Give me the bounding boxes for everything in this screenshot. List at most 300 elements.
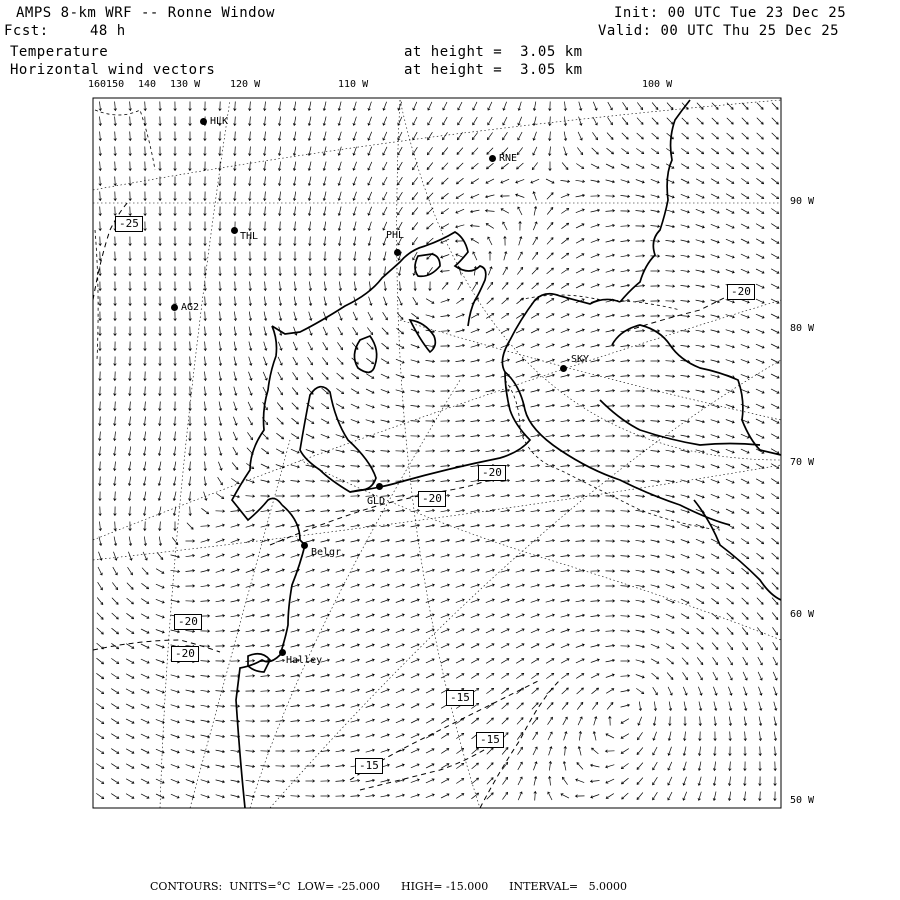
wind-vector: [96, 718, 103, 723]
graticule: [93, 100, 781, 808]
wind-vector: [322, 357, 327, 364]
wind-vector: [713, 672, 717, 680]
wind-vector: [518, 747, 523, 754]
wind-vector: [398, 192, 403, 200]
wind-vector: [696, 584, 704, 588]
wind-vector: [636, 256, 645, 257]
wind-vector: [682, 133, 689, 139]
wind-vector: [727, 103, 733, 110]
lon-label-160-150: 160150: [88, 79, 125, 90]
wind-vector: [306, 419, 314, 424]
wind-vector: [621, 719, 629, 724]
wind-vector: [547, 193, 553, 200]
wind-vector: [757, 553, 764, 559]
wind-vector: [130, 387, 131, 396]
wind-vector: [141, 779, 149, 783]
wind-vector: [141, 599, 149, 604]
wind-vector: [96, 703, 103, 708]
wind-vector: [115, 522, 116, 531]
contour-label-minus15-b: -15: [476, 732, 504, 748]
wind-vector: [231, 478, 238, 483]
wind-vector: [561, 284, 569, 289]
lon-label-140: 140: [138, 79, 157, 90]
wind-vector: [111, 658, 118, 663]
wind-vector: [100, 417, 101, 426]
wind-vector: [247, 432, 252, 439]
wind-vector: [591, 674, 599, 678]
wind-vector: [727, 628, 733, 635]
wind-vector: [190, 507, 191, 516]
wind-vector: [576, 254, 584, 258]
wind-vector: [413, 147, 418, 155]
wind-vector: [235, 102, 236, 111]
wind-vector: [772, 553, 779, 559]
wind-vector: [760, 747, 761, 756]
wind-vector: [726, 583, 733, 588]
wind-vector: [112, 628, 119, 634]
wind-vector: [651, 241, 660, 242]
wind-vector: [321, 481, 330, 482]
station-gld: GLD: [367, 496, 386, 507]
wind-vector: [458, 117, 463, 125]
wind-vector: [427, 147, 432, 154]
wind-vector: [757, 163, 764, 169]
wind-vector: [666, 629, 674, 633]
wind-vector: [471, 793, 478, 799]
wind-vector: [473, 282, 478, 290]
wind-vector: [100, 207, 101, 216]
wind-vector: [696, 569, 704, 573]
contour-label-minus20-d: -20: [171, 646, 199, 662]
wind-vector: [697, 103, 703, 110]
wind-vector: [428, 117, 432, 125]
station-belgr: Belgr: [311, 547, 342, 558]
wind-vector: [741, 494, 749, 498]
wind-vector: [637, 732, 642, 739]
wind-vector: [742, 583, 749, 589]
wind-vector: [413, 297, 418, 305]
wind-vector: [742, 598, 749, 604]
wind-vector: [126, 613, 133, 618]
station-marker-ag2: [171, 304, 178, 311]
wind-vector: [652, 133, 659, 139]
wind-vector: [126, 734, 134, 738]
wind-vector: [667, 133, 674, 139]
wind-vector: [606, 421, 615, 422]
wind-vector: [756, 464, 764, 468]
wind-vector: [457, 178, 464, 184]
wind-vector: [667, 103, 673, 110]
wind-vector: [190, 342, 191, 351]
wind-vector: [501, 314, 508, 319]
wind-vector: [472, 763, 479, 769]
wind-vector: [563, 717, 567, 725]
wind-vector: [235, 192, 236, 201]
wind-vector: [233, 447, 237, 455]
wind-vector: [517, 147, 522, 154]
wind-vector: [441, 224, 449, 229]
wind-vector: [621, 511, 630, 512]
wind-vector: [261, 691, 270, 692]
wind-vector: [546, 659, 554, 664]
wind-vector: [696, 164, 704, 169]
wind-vector: [576, 239, 584, 243]
wind-vector: [653, 747, 657, 755]
wind-vector: [771, 254, 779, 258]
wind-vector: [741, 553, 748, 558]
wind-vector: [441, 451, 450, 452]
wind-vector: [127, 598, 134, 604]
wind-vector: [771, 404, 779, 408]
wind-vector: [501, 644, 509, 648]
wind-vector: [771, 193, 778, 198]
wind-vector: [681, 148, 688, 153]
wind-vector: [398, 177, 403, 185]
wind-vector: [621, 226, 630, 227]
wind-vector: [623, 102, 628, 109]
wind-vector: [712, 103, 718, 110]
forecast-label: Fcst:: [4, 23, 49, 39]
wind-vector: [443, 132, 448, 139]
wind-vector: [637, 763, 643, 770]
wind-vector: [487, 163, 494, 169]
wind-vector: [471, 659, 479, 663]
station-marker-halley: [279, 649, 286, 656]
wind-vector: [310, 237, 311, 246]
station-ag2: AG2: [181, 302, 200, 313]
wind-vector: [742, 628, 748, 635]
wind-vector: [756, 538, 763, 543]
wind-vector: [562, 777, 567, 784]
lat-label-50: 50 W: [790, 795, 815, 806]
wind-vector: [726, 568, 733, 573]
wind-vector: [472, 148, 478, 155]
wind-vector: [756, 509, 764, 514]
wind-vector: [368, 312, 372, 320]
wind-vector: [547, 208, 553, 215]
wind-vector: [591, 451, 600, 452]
wind-vector: [772, 163, 779, 169]
wind-vector: [412, 208, 418, 215]
wind-vector: [547, 238, 553, 245]
wind-vector: [712, 118, 718, 124]
wind-vector: [322, 373, 328, 380]
wind-vector: [621, 763, 628, 768]
wind-vector: [277, 418, 283, 424]
wind-vector: [576, 674, 584, 679]
wind-vector: [592, 702, 597, 709]
wind-vector: [666, 644, 674, 649]
wind-vector: [308, 357, 313, 365]
wind-vector: [760, 792, 761, 801]
wind-vector: [235, 282, 236, 291]
wind-vector: [130, 507, 131, 516]
wind-vector: [486, 688, 493, 693]
wind-vector: [126, 704, 134, 708]
wind-vector: [652, 103, 658, 110]
wind-vector: [472, 132, 477, 139]
wind-vector: [666, 286, 675, 287]
wind-vector: [160, 402, 161, 411]
wind-vector: [501, 688, 508, 694]
wind-vector: [502, 718, 508, 724]
wind-vector: [727, 148, 734, 154]
wind-vector: [756, 494, 764, 499]
wind-vector: [293, 357, 297, 365]
wind-vector: [111, 674, 119, 679]
wind-vector: [622, 793, 629, 799]
wind-vector: [550, 117, 551, 126]
wind-vector: [426, 704, 434, 708]
wind-vector: [100, 462, 101, 471]
wind-vector: [772, 568, 779, 574]
wind-vector: [487, 282, 492, 289]
wind-vector: [112, 613, 119, 619]
wind-vector: [666, 271, 675, 272]
wind-vector: [696, 179, 704, 183]
wind-vector: [235, 132, 236, 141]
wind-vector: [741, 194, 749, 199]
wind-vector: [636, 346, 645, 347]
wind-vector: [682, 118, 688, 124]
wind-vector: [471, 718, 478, 724]
wind-vector: [398, 222, 402, 230]
wind-vector: [336, 388, 343, 393]
map-title: AMPS 8-km WRF -- Ronne Window: [16, 5, 275, 21]
wind-vector: [741, 539, 749, 544]
wind-vector: [441, 331, 450, 332]
wind-vector: [96, 764, 103, 769]
wind-vector: [141, 583, 148, 588]
wind-vector: [681, 164, 689, 169]
wind-vector: [111, 689, 119, 694]
wind-vector: [351, 373, 358, 378]
wind-vector: [501, 209, 509, 213]
wind-vector: [413, 132, 417, 140]
wind-vector: [606, 631, 615, 632]
wind-vector: [175, 417, 176, 426]
wind-vector: [561, 223, 568, 228]
wind-vector: [382, 328, 388, 335]
wind-vector: [546, 314, 554, 318]
wind-vector: [517, 163, 524, 169]
wind-vector: [533, 732, 538, 740]
wind-vector: [697, 628, 704, 634]
wind-vector: [307, 373, 313, 380]
wind-vector: [711, 194, 719, 198]
wind-vector: [427, 193, 433, 199]
wind-vector: [456, 674, 464, 679]
wind-vector: [503, 267, 507, 275]
wind-vector: [441, 779, 449, 783]
wind-vector: [471, 674, 479, 679]
lon-label-110w: 110 W: [338, 79, 369, 90]
wind-vector: [100, 192, 101, 201]
wind-vector: [547, 223, 553, 230]
contour-label-minus20-b: -20: [418, 491, 446, 507]
wind-vector: [487, 763, 493, 769]
wind-vector: [756, 479, 764, 483]
wind-vector: [277, 403, 283, 410]
wind-vector: [441, 719, 449, 724]
wind-vector: [711, 569, 719, 574]
wind-vector: [621, 749, 629, 754]
wind-vector: [441, 734, 449, 739]
wind-vector: [366, 374, 374, 379]
wind-vector: [205, 297, 206, 306]
wind-vector: [96, 688, 103, 693]
wind-vector: [741, 178, 748, 183]
wind-vector: [771, 479, 779, 484]
station-halley: Halley: [286, 655, 323, 666]
wind-vector: [727, 118, 733, 124]
wind-vector: [577, 688, 584, 694]
wind-vector: [592, 688, 599, 694]
wind-vector: [757, 568, 764, 574]
wind-vector: [593, 117, 597, 125]
map-frame: [93, 98, 781, 808]
wind-vector: [682, 643, 689, 649]
wind-vector: [502, 703, 509, 709]
wind-vector: [443, 117, 447, 125]
wind-vector: [696, 613, 703, 618]
wind-vector: [683, 672, 688, 679]
wind-vector: [576, 496, 585, 497]
wind-vectors: [96, 102, 779, 801]
wind-vector: [607, 148, 614, 154]
wind-vector: [741, 163, 748, 168]
wind-vector: [771, 494, 778, 499]
wind-vector: [126, 689, 134, 693]
wind-vector: [96, 779, 103, 784]
wind-vector: [115, 147, 116, 156]
wind-vector: [561, 299, 569, 303]
wind-vector: [412, 177, 417, 184]
wind-vector: [726, 179, 734, 184]
wind-vector: [745, 777, 746, 786]
wind-vector: [488, 117, 492, 125]
wind-vector: [727, 642, 732, 649]
wind-vector: [262, 433, 268, 439]
wind-vector: [547, 268, 554, 274]
wind-vector: [128, 567, 133, 575]
wind-vector: [141, 614, 149, 618]
wind-vector: [115, 177, 116, 186]
wind-vector: [606, 794, 614, 799]
wind-vector: [126, 764, 134, 768]
wind-vector: [126, 674, 134, 678]
wind-vector: [486, 659, 494, 664]
wind-vector: [130, 117, 131, 126]
wind-vector: [503, 222, 507, 230]
wind-vector: [771, 178, 778, 184]
wind-vector: [216, 631, 225, 632]
wind-vector: [336, 404, 344, 409]
wind-vector: [145, 102, 146, 111]
wind-vector: [517, 718, 523, 725]
lat-label-90: 90 W: [790, 196, 815, 207]
wind-vector: [456, 194, 464, 199]
wind-vector: [426, 719, 434, 723]
station-hlk: HLK: [210, 116, 229, 127]
wind-vector: [293, 372, 298, 379]
wind-vector: [592, 132, 597, 139]
wind-vector: [486, 674, 494, 679]
wind-vector: [502, 298, 509, 304]
wind-vector: [472, 163, 479, 169]
wind-vector: [487, 298, 494, 304]
wind-vector: [145, 387, 146, 396]
wind-vector: [428, 132, 433, 140]
wind-vector: [126, 719, 134, 723]
wind-vector: [96, 673, 103, 678]
wind-vector: [383, 312, 388, 320]
wind-vector: [576, 526, 585, 527]
wind-vector: [471, 314, 479, 318]
wind-vector: [246, 736, 255, 737]
wind-vector: [487, 132, 492, 139]
wind-vector: [576, 269, 584, 273]
wind-vector: [97, 613, 103, 620]
wind-vector: [621, 391, 630, 392]
wind-vector: [456, 763, 463, 768]
wind-vector: [681, 599, 689, 603]
wind-vector: [771, 508, 778, 513]
wind-vector: [398, 147, 402, 155]
wind-vector: [172, 537, 178, 544]
wind-vector: [353, 327, 358, 335]
wind-vector: [727, 598, 734, 604]
wind-vector: [758, 642, 763, 650]
wind-vector: [757, 103, 763, 110]
wind-vector: [651, 148, 658, 153]
wind-vector: [712, 628, 718, 634]
wind-vector: [621, 148, 628, 153]
wind-vector: [115, 492, 116, 501]
contour-label-minus25: -25: [115, 216, 143, 232]
wind-vector: [653, 687, 658, 695]
wind-vector: [111, 779, 119, 784]
wind-vector: [456, 733, 463, 738]
wind-vector: [127, 583, 133, 590]
wind-vector: [576, 511, 585, 512]
wind-vector: [456, 659, 464, 663]
wind-vector: [367, 343, 373, 349]
wind-vector: [383, 177, 387, 185]
wind-vector: [502, 777, 507, 784]
wind-vector: [652, 673, 659, 679]
station-marker-thl: [231, 227, 238, 234]
wind-vector: [292, 403, 298, 409]
contour-label-minus20-c: -20: [174, 614, 202, 630]
wind-vector: [756, 224, 764, 229]
wind-vector: [246, 676, 255, 677]
wind-vector: [126, 794, 134, 799]
wind-vector: [516, 329, 524, 333]
wind-vector: [637, 778, 643, 785]
wind-vector: [426, 689, 434, 693]
wind-vector: [426, 299, 434, 304]
wind-vector: [441, 749, 449, 754]
wind-vector: [518, 762, 522, 770]
wind-vector: [666, 361, 675, 362]
station-thl: THL: [240, 231, 259, 242]
wind-vector: [502, 792, 507, 799]
wind-vector: [340, 252, 341, 261]
wind-vector: [741, 509, 749, 513]
wind-vector: [201, 508, 208, 513]
wind-vector: [532, 688, 539, 694]
